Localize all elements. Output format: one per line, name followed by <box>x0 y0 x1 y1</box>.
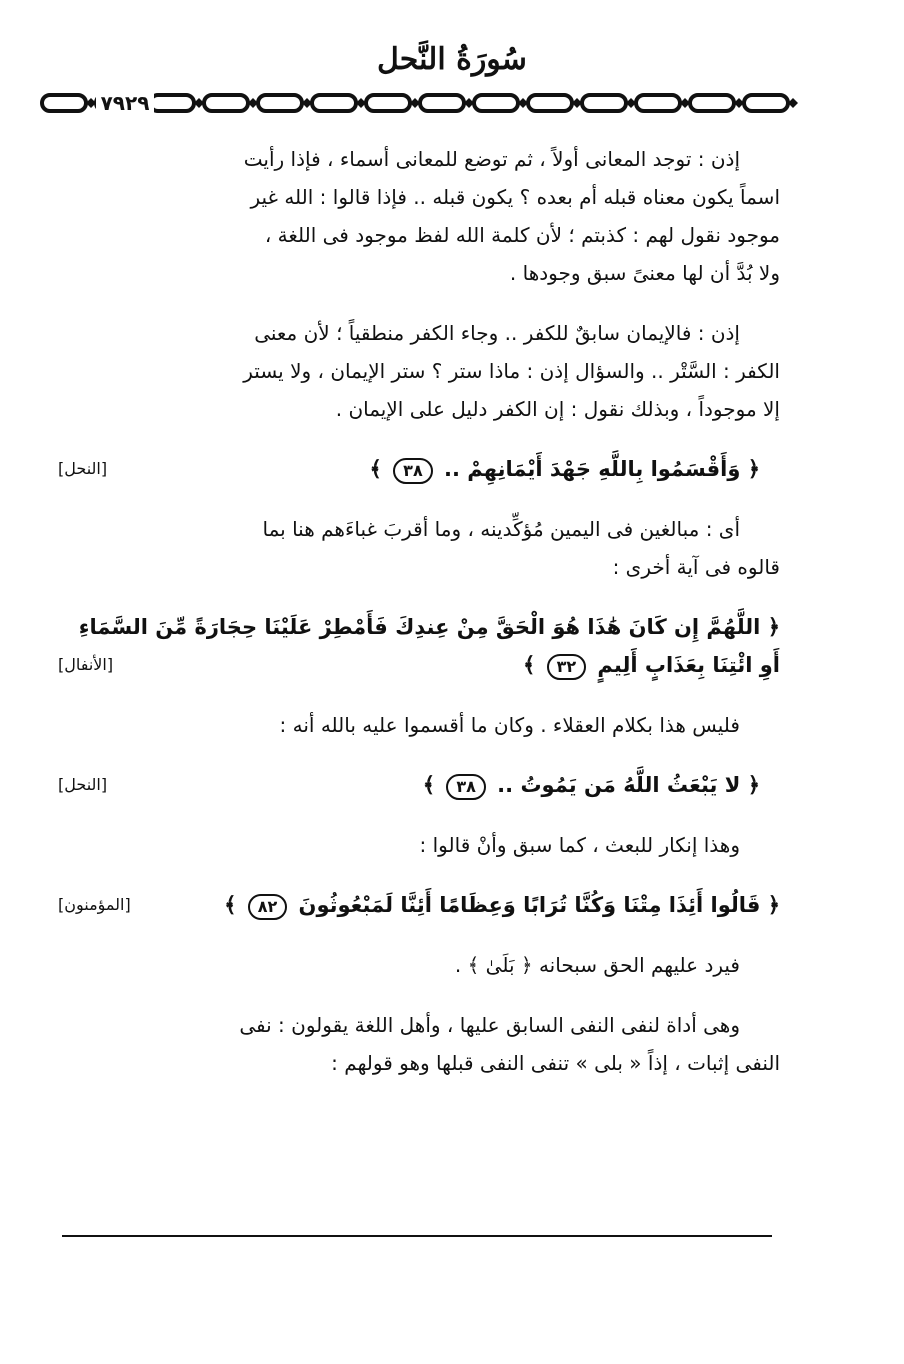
chain-link <box>420 95 464 111</box>
ayah-number-badge: ٨٢ <box>248 894 288 920</box>
paragraph-5 <box>58 826 780 864</box>
chain-border-ornament <box>40 86 816 120</box>
text-line: وهى أداة لنفى النفى السابق عليها ، وأهل اللغة يقولون : نفى <box>239 1013 740 1037</box>
chain-link <box>204 95 248 111</box>
text-line: فيرد عليهم الحق سبحانه ﴿ بَلَىٰ ﴾ . <box>454 953 740 977</box>
surah-reference: [النحل] <box>58 775 108 794</box>
text-line: إلا موجوداً ، وبذلك نقول : إن الكفر دليل على الإيمان . <box>335 397 780 421</box>
chain-link <box>258 95 302 111</box>
chain-link <box>744 95 788 111</box>
verse-text: ﴿ اللَّهُمَّ إِن كَانَ هَٰذَا هُوَ الْحَقَّ مِنْ عِندِكَ فَأَمْطِرْ عَلَيْنَا حِجَارَةً مِّنَ السَّمَاءِ <box>78 615 780 639</box>
page-body <box>58 140 780 1104</box>
chain-link <box>150 95 194 111</box>
chain-link <box>474 95 518 111</box>
text-line: الكفر : السَّتْر .. والسؤال إذن : ماذا ستر ؟ ستر الإيمان ، ولا يستر <box>243 359 780 383</box>
chain-link <box>582 95 626 111</box>
footnote-divider <box>62 1235 772 1237</box>
verse-close-bracket: ﴾ <box>522 653 536 677</box>
chain-link <box>366 95 410 111</box>
text-line: فليس هذا بكلام العقلاء . وكان ما أقسموا عليه بالله أنه : <box>279 713 740 737</box>
text-line: ولا بُدَّ أن لها معنىً سبق وجودها . <box>509 261 780 285</box>
text-line: وهذا إنكار للبعث ، كما سبق وأنْ قالوا : <box>419 833 740 857</box>
verse-close-bracket: ﴾ <box>369 457 382 481</box>
verse-text: ﴿ قَالُوا أَئِذَا مِتْنَا وَكُنَّا تُرَابًا وَعِظَامًا أَئِنَّا لَمَبْعُوثُونَ <box>298 893 780 917</box>
paragraph-7 <box>58 1006 780 1082</box>
page-number: ٧٩٢٩ <box>96 86 154 120</box>
text-line: إذن : توجد المعانى أولاً ، ثم توضع للمعانى أسماء ، فإذا رأيت <box>243 147 740 171</box>
text-line: قالوه فى آية أخرى : <box>612 555 780 579</box>
verse-text: ﴿ لا يَبْعَثُ اللَّهُ مَن يَمُوتُ .. <box>497 773 760 797</box>
chain-diamond <box>788 98 798 108</box>
ayah-number-badge: ٣٨ <box>393 458 433 484</box>
text-line: النفى إثبات ، إذاً « بلى » تنفى النفى قبلها وهو قولهم : <box>331 1051 780 1075</box>
chain-link <box>312 95 356 111</box>
verse-close-bracket: ﴾ <box>422 773 436 797</box>
ayah-number-badge: ٣٢ <box>547 654 587 680</box>
verse-text: ﴿ وَأَقْسَمُوا بِاللَّهِ جَهْدَ أَيْمَانِهِمْ .. <box>444 457 760 481</box>
surah-reference: [المؤمنون] <box>58 895 131 914</box>
quran-verse-3 <box>58 766 780 804</box>
surah-reference: [النحل] <box>58 459 108 478</box>
text-line: موجود نقول لهم : كذبتم ؛ لأن كلمة الله لفظ موجود فى اللغة ، <box>264 223 780 247</box>
text-line: إذن : فالإيمان سابقٌ للكفر .. وجاء الكفر منطقياً ؛ لأن معنى <box>254 321 740 345</box>
surah-title: سُورَةُ النَّحل <box>377 42 527 77</box>
text-line: اسماً يكون معناه قبله أم بعده ؟ يكون قبله .. فإذا قالوا : الله غير <box>250 185 780 209</box>
quran-verse-1 <box>58 450 780 488</box>
quran-verse-4 <box>58 886 780 924</box>
paragraph-2 <box>58 314 780 428</box>
surah-reference: [الأنفال] <box>58 655 114 674</box>
quran-verse-2 <box>58 608 780 684</box>
paragraph-3 <box>58 510 780 586</box>
chain-link <box>528 95 572 111</box>
paragraph-4 <box>58 706 780 744</box>
chain-link <box>690 95 734 111</box>
paragraph-1 <box>58 140 780 292</box>
chain-link <box>42 95 86 111</box>
chain-link <box>636 95 680 111</box>
verse-text: أَوِ ائْتِنَا بِعَذَابٍ أَلِيمٍ <box>597 653 780 677</box>
paragraph-6 <box>58 946 780 984</box>
verse-close-bracket: ﴾ <box>224 893 237 917</box>
text-line: أى : مبالغين فى اليمين مُؤكِّدينه ، وما أقربَ غباءَهم هنا بما <box>262 517 740 541</box>
ayah-number-badge: ٣٨ <box>446 774 486 800</box>
